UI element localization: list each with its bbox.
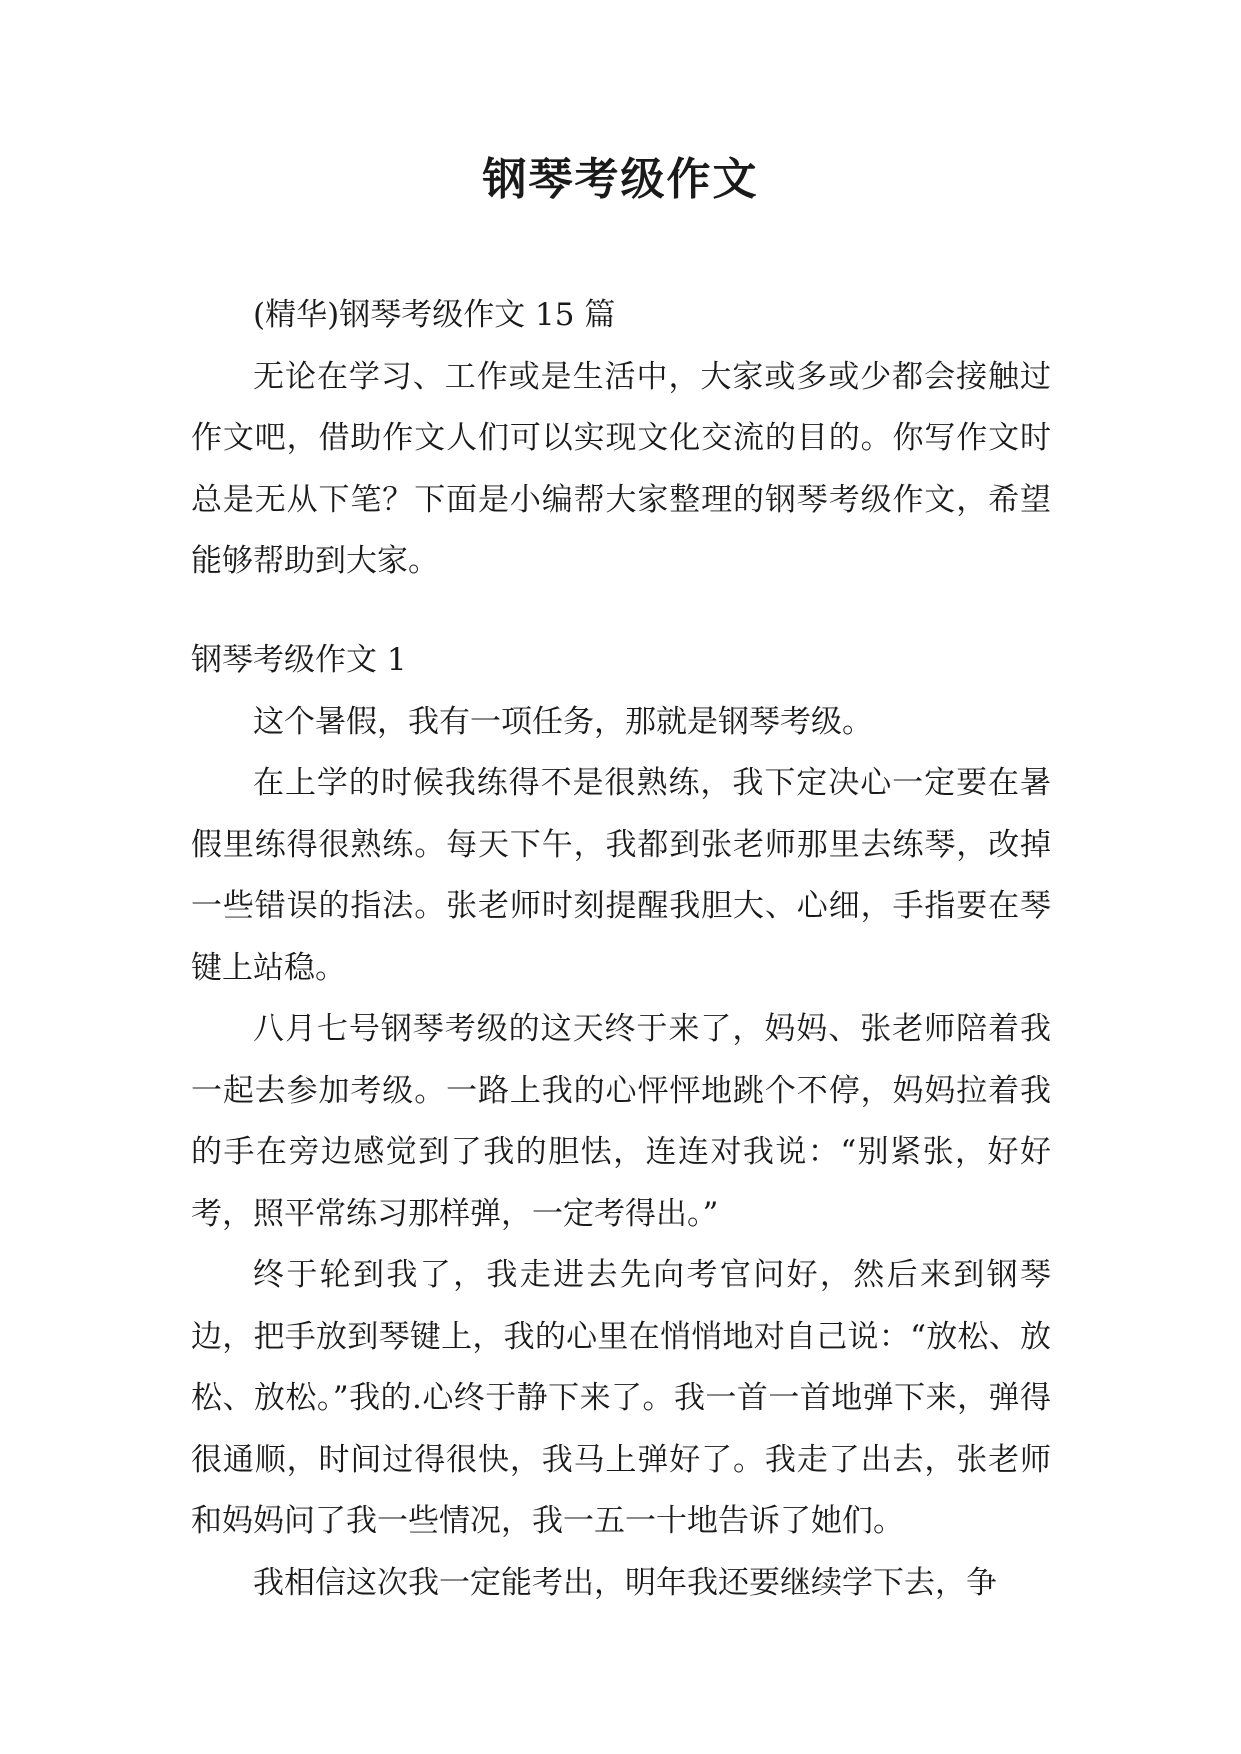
- document-title: 钢琴考级作文: [482, 154, 759, 205]
- essay-paragraph: 八月七号钢琴考级的这天终于来了，妈妈、张老师陪着我一起去参加考级。一路上我的心怦怦地跳个不停，妈妈拉着我的手在旁边感觉到了我的胆怯，连连对我说：“别紧张，好好考，照平常练习那样弹，一定考得出。”: [191, 1011, 1051, 1232]
- essay-section: [191, 630, 1051, 1614]
- intro-paragraph: 无论在学习、工作或是生活中，大家或多或少都会接触过作文吧，借助作文人们可以实现文化交流的目的。你写作文时总是无从下笔？下面是小编帮大家整理的钢琴考级作文，希望能够帮助到大家。: [191, 358, 1051, 579]
- essay-paragraph: 在上学的时候我练得不是很熟练，我下定决心一定要在暑假里练得很熟练。每天下午，我都到张老师那里去练琴，改掉一些错误的指法。张老师时刻提醒我胆大、心细，手指要在琴键上站稳。: [191, 765, 1051, 986]
- essay-paragraph: 这个暑假，我有一项任务，那就是钢琴考级。: [253, 703, 873, 740]
- intro-block: [191, 285, 1051, 593]
- section-heading: 钢琴考级作文 1: [191, 642, 407, 678]
- document-subtitle: (精华)钢琴考级作文 15 篇: [253, 297, 616, 333]
- essay-paragraph: 我相信这次我一定能考出，明年我还要继续学下去，争: [253, 1564, 997, 1601]
- essay-paragraph: 终于轮到我了，我走进去先向考官问好，然后来到钢琴边，把手放到琴键上，我的心里在悄悄地对自己说：“放松、放松、放松。”我的.心终于静下来了。我一首一首地弹下来，弹得很通顺，时间过得很快，我马上弹好了。我走了出去，张老师和妈妈问了我一些情况，我一五一十地告诉了她们。: [191, 1257, 1051, 1539]
